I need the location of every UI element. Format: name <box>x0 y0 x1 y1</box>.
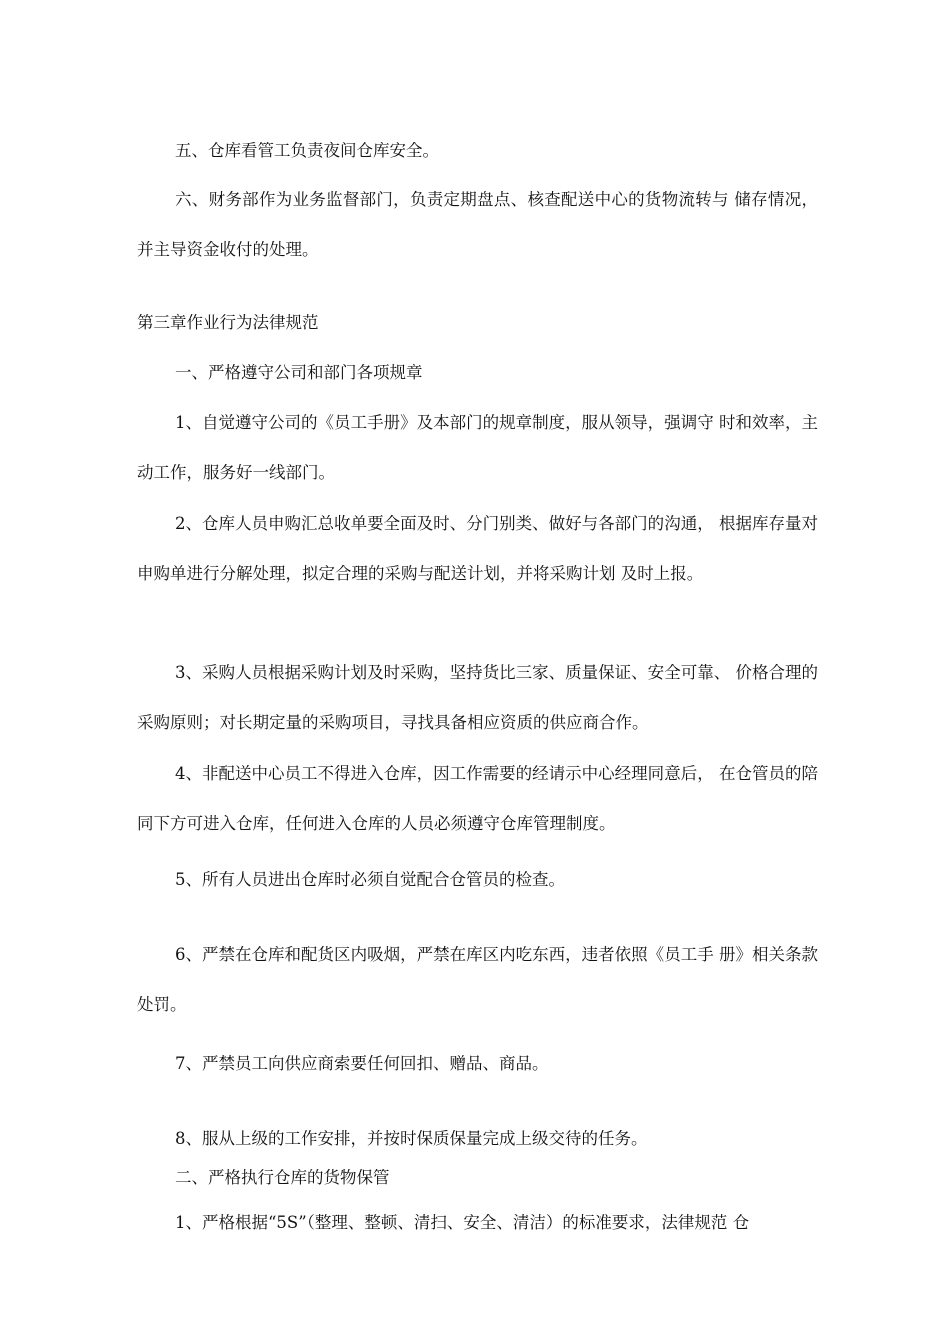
paragraph-warehouse-night-security: 五、仓库看管工负责夜间仓库安全。 <box>175 141 439 160</box>
chapter-heading: 第三章作业行为法律规范 <box>137 313 319 332</box>
paragraph-rule-5: 5、所有人员进出仓库时必须自觉配合仓管员的检查。 <box>175 870 565 889</box>
paragraph-finance-supervision: 六、财务部作为业务监督部门，负责定期盘点、核查配送中心的货物流转与 储存情况，并主导资金收付的处理。 <box>137 190 818 259</box>
paragraph-rule-8: 8、服从上级的工作安排，并按时保质保量完成上级交待的任务。 <box>175 1129 648 1148</box>
paragraph-rule-4: 4、非配送中心员工不得进入仓库，因工作需要的经请示中心经理同意后， 在仓管员的陪同下方可进入仓库，任何进入仓库的人员必须遵守仓库管理制度。 <box>137 764 818 833</box>
paragraph-rule-6: 6、严禁在仓库和配货区内吸烟，严禁在库区内吃东西，违者依照《员工手 册》相关条款处罚。 <box>137 945 818 1014</box>
paragraph-rule-1: 1、自觉遵守公司的《员工手册》及本部门的规章制度，服从领导，强调守 时和效率，主动工作，服务好一线部门。 <box>137 413 818 482</box>
section-heading-storage: 二、严格执行仓库的货物保管 <box>175 1168 390 1187</box>
paragraph-rule-2: 2、仓库人员申购汇总收单要全面及时、分门别类、做好与各部门的沟通， 根据库存量对申购单进行分解处理，拟定合理的采购与配送计划，并将采购计划 及时上报。 <box>137 514 818 583</box>
section-heading-rules: 一、严格遵守公司和部门各项规章 <box>175 363 423 382</box>
paragraph-storage-rule-1: 1、严格根据“5S”（整理、整顿、清扫、安全、清洁）的标准要求，法律规范 仓 <box>175 1213 750 1232</box>
paragraph-rule-3: 3、采购人员根据采购计划及时采购，坚持货比三家、质量保证、安全可靠、 价格合理的采购原则；对长期定量的采购项目，寻找具备相应资质的供应商合作。 <box>137 663 818 732</box>
paragraph-rule-7: 7、严禁员工向供应商索要任何回扣、赠品、商品。 <box>175 1054 549 1073</box>
